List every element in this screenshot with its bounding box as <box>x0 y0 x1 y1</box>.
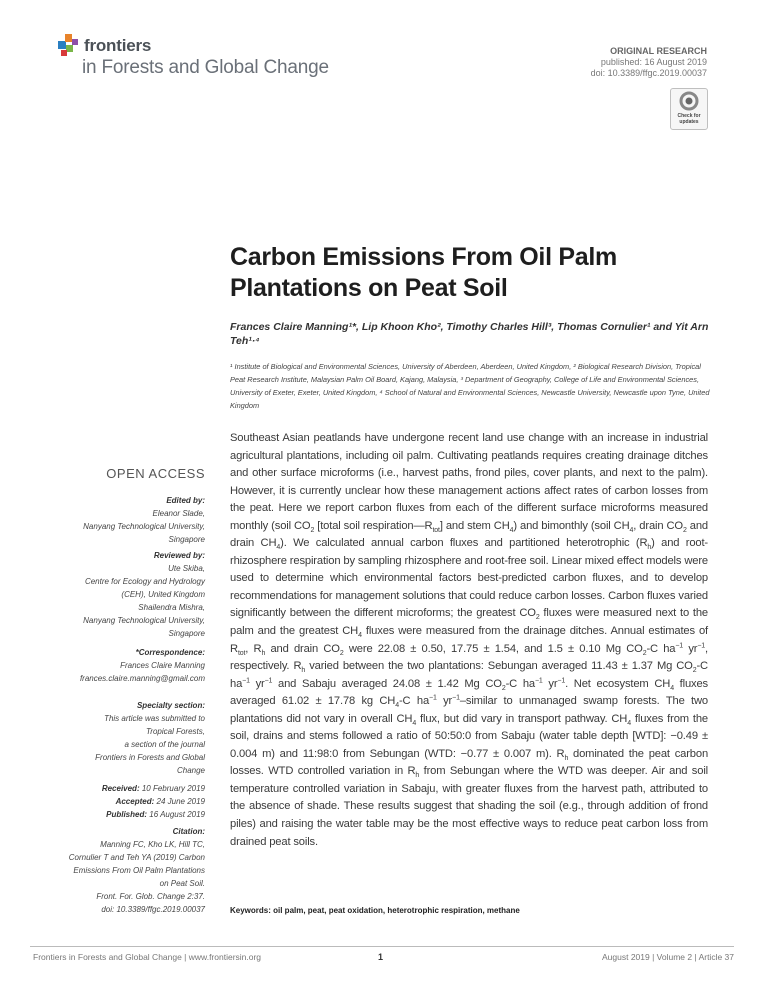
journal-name: in Forests and Global Change <box>82 57 329 78</box>
specialty-section <box>40 699 205 777</box>
edited-by-heading: Edited by: <box>166 496 205 505</box>
accepted-date: Accepted: 24 June 2019 <box>115 797 205 806</box>
specialty-heading: Specialty section: <box>136 701 205 710</box>
author-list: Frances Claire Manning¹*, Lip Khoon Kho², Timothy Charles Hill³, Thomas Cornulier¹ and Yit Arn Teh¹·⁴ <box>230 321 709 347</box>
reviewer-line: (CEH), United Kingdom <box>121 590 205 599</box>
article-type: ORIGINAL RESEARCH <box>610 46 707 56</box>
reviewed-by-heading: Reviewed by: <box>153 551 205 560</box>
footer-divider <box>30 946 734 947</box>
citation-section <box>40 825 205 916</box>
article-title: Carbon Emissions From Oil Palm Plantations on Peat Soil <box>230 243 617 302</box>
citation-line: on Peat Soil. <box>159 879 205 888</box>
published-date: published: 16 August 2019 <box>600 57 707 67</box>
correspondence-email[interactable]: frances.claire.manning@gmail.com <box>79 674 205 683</box>
correspondence-heading: *Correspondence: <box>135 648 205 657</box>
doi-link[interactable]: doi: 10.3389/ffgc.2019.00037 <box>590 68 707 78</box>
specialty-line: Change <box>176 766 205 775</box>
specialty-line: This article was submitted to <box>104 714 205 723</box>
check-for-updates-label: Check for updates <box>677 113 701 125</box>
editor-line: Eleanor Slade, <box>152 509 205 518</box>
correspondence-section <box>40 646 205 685</box>
citation-line: Front. For. Glob. Change 2:37. <box>96 892 205 901</box>
dates-section <box>40 782 205 821</box>
received-date: Received: 10 February 2019 <box>101 784 205 793</box>
specialty-line: Frontiers in Forests and Global <box>95 753 205 762</box>
reviewer-line: Centre for Ecology and Hydrology <box>84 577 205 586</box>
citation-heading: Citation: <box>172 827 205 836</box>
specialty-line: Tropical Forests, <box>146 727 205 736</box>
keywords: Keywords: oil palm, peat, peat oxidation, heterotrophic respiration, methane <box>230 906 520 915</box>
footer-journal-link[interactable]: Frontiers in Forests and Global Change | www.frontiersin.org <box>33 952 262 962</box>
footer-issue-info: August 2019 | Volume 2 | Article 37 <box>602 952 734 962</box>
editor-line: Nanyang Technological University, <box>83 522 205 531</box>
citation-line: Cornulier T and Teh YA (2019) Carbon <box>68 853 205 862</box>
specialty-line: a section of the journal <box>124 740 205 749</box>
edited-by-section <box>40 494 205 546</box>
reviewed-by-section <box>40 549 205 640</box>
affiliations: ¹ Institute of Biological and Environmental Sciences, University of Aberdeen, Aberdeen, United Kingdom, ² Biological Research Division, Tropical Peat Research Institute, Malaysian Palm Oil Board, Kajang, Malaysia, ³ Department of Geography, College of Life and Environmental Sciences, University of Exeter, Exeter, United Kingdom, ⁴ School of Natural and Environmental Sciences, Newcastle University, Newcastle upon Tyne, United Kingdom <box>230 362 710 410</box>
open-access-label: OPEN ACCESS <box>106 466 205 481</box>
citation-line: Manning FC, Kho LK, Hill TC, <box>100 840 205 849</box>
check-updates-icon <box>671 89 707 115</box>
reviewer-line: Nanyang Technological University, <box>83 616 205 625</box>
page-number: 1 <box>378 952 384 962</box>
reviewer-line: Shailendra Mishra, <box>138 603 205 612</box>
reviewer-line: Singapore <box>168 629 205 638</box>
editor-line: Singapore <box>168 535 205 544</box>
reviewer-line: Ute Skiba, <box>168 564 205 573</box>
citation-line: doi: 10.3389/ffgc.2019.00037 <box>101 905 205 914</box>
published-date-side: Published: 16 August 2019 <box>106 810 205 819</box>
citation-line: Emissions From Oil Palm Plantations <box>73 866 205 875</box>
correspondence-name: Frances Claire Manning <box>120 661 205 670</box>
frontiers-logo-icon <box>58 33 80 57</box>
abstract: Southeast Asian peatlands have undergone recent land use change with an increase in industrial agricultural plantations, including oil palm. Cultivating peatlands requires creating drainage ditches and other surface microforms (i.e., harvest paths, frond piles, cover plants, and next to the palm). However, it is currently unclear how these management actions affect rates of carbon losses from the peat. Here we report carbon fluxes from each of the different surface microforms measured monthly (soil $CO_2$ [total soil $respiration—R_{tot}$] and stem $CH_4$) and bimonthly (soil $CH_4$, drain $CO_2$ and drain $CH_4$). We calculated annual carbon fluxes and partitioned heterotrophic $(R_h)$ and root-rhizosphere respiration by sampling rhizosphere and root-free soil. Linear mixed effect models were used to determine which environmental factors best-predicted carbon fluxes, and to develop recommendations for management solutions that could reduce carbon losses. Carbon fluxes varied significantly between the different microforms; the greatest $CO_2$ fluxes were measured next to the palm and the greatest $CH_4$ fluxes were measured from the drainage ditches. Annual estimates of $R_{tot}$, $R_h$ and drain $CO_2$ were 22.08 ± 0.50, 17.75 ± 1.54, and 1.5 ± 0.10 Mg $CO_2-C$ $ha^{-1}$ $yr^{-1}$, respectively. $R_h$ varied between the two plantations: Sebungan averaged 11.43 ± 1.37 Mg $CO_2-C$ $ha^{-1}$ $yr^{-1}$ and Sabaju averaged 24.08 ± 1.42 Mg $CO_2-C$ $ha^{-1}$ $yr^{-1}$. Net ecosystem $CH_4$ fluxes averaged 61.02 ± 17.78 kg $CH_4-C$ $ha^{-1}$ $yr^{-1}$–similar to unmanaged swamp forests. The two plantations did not vary in overall $CH_4$ flux, but did vary in transport pathway. $CH_4$ fluxes from the soil, drains and stems followed a ratio of 50:50:0 from Sabaju (water table depth [WTD]: −0.49 ± 0.004 m) and 11:98:0 from Sebungan (WTD: −0.77 ± 0.007 m). $R_h$ dominated the peat carbon losses. WTD controlled variation in $R_h$ from Sebungan where the WTD was deeper. Air and soil temperature controlled variation in Sabaju, with greater fluxes from the harvest path, attributed to the absence of shade. These results suggest that shading the soil (e.g., through addition of frond piles) and raising the water table may be the most effective ways to reduce peat carbon loss from drained peat soils. <box>230 432 709 848</box>
brand-name: frontiers <box>84 36 152 55</box>
